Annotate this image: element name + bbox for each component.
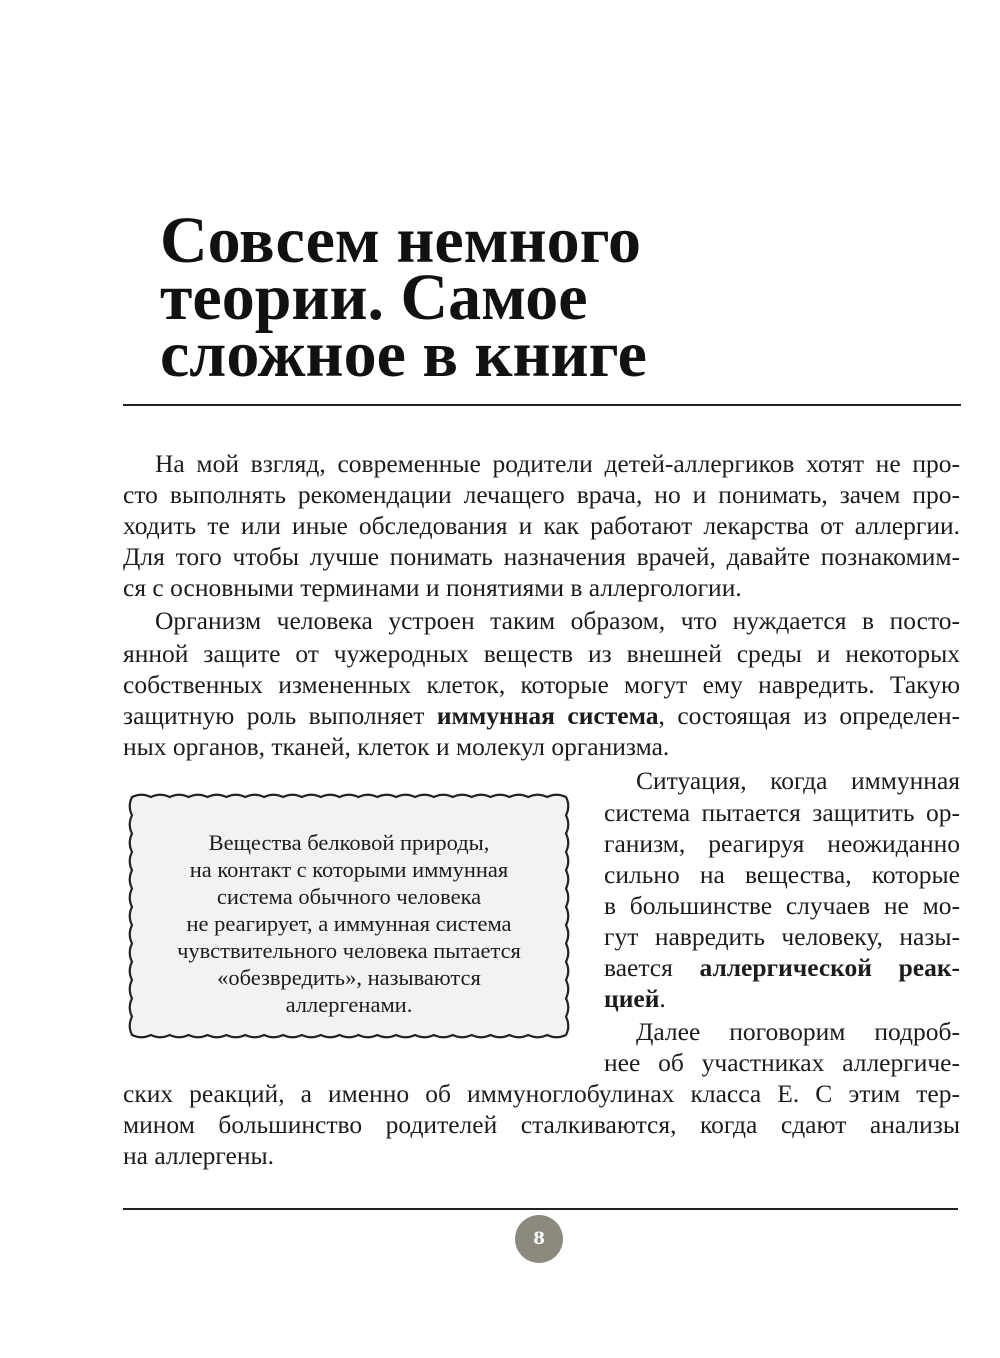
- paragraph-line: [604, 983, 666, 1014]
- callout-text: [142, 829, 556, 1018]
- paragraph-line: ских реакций, а именно об иммуноглобулинах класса Е. С этим тер-: [123, 1079, 960, 1108]
- term-immune-system: иммунная система: [436, 701, 659, 730]
- paragraph-line: на аллергены.: [123, 1141, 274, 1170]
- callout-line: «обезвредить», называются: [217, 965, 481, 990]
- title-divider: [123, 404, 961, 406]
- callout-line: Вещества белковой природы,: [208, 830, 490, 855]
- paragraph-line: На мой взгляд, современные родители детей-аллергиков хотят не про-: [155, 449, 960, 478]
- text-run: защитную роль выполняет: [123, 701, 437, 730]
- paragraph-line: Далее поговорим подроб-: [636, 1017, 960, 1046]
- term-allergic-reaction-end: цией: [604, 984, 660, 1013]
- paragraph-line: [123, 700, 960, 731]
- footer-divider: [123, 1208, 958, 1210]
- text-run: вается: [604, 953, 700, 982]
- page-number-badge: 8: [515, 1215, 563, 1263]
- paragraph-line: ных органов, тканей, клеток и молекул организма.: [123, 732, 670, 761]
- paragraph-line: янной защите от чужеродных веществ из внешней среды и некоторых: [123, 639, 960, 668]
- callout-line: система обычного человека: [216, 884, 482, 909]
- title-line: сложное в книге: [160, 318, 647, 391]
- title-line: теории. Самое: [160, 261, 588, 334]
- term-allergic-reaction: аллергической реак-: [699, 953, 961, 982]
- paragraph-line: Ситуация, когда иммунная: [636, 766, 960, 795]
- definition-callout: [126, 789, 572, 1043]
- paragraph-line: Организм человека устроен таким образом, что нуждается в посто-: [155, 606, 960, 635]
- paragraph-line: система пытается защитить ор-: [604, 798, 960, 827]
- paragraph-line: мином большинство родителей сталкиваются, когда сдают анализы: [123, 1110, 960, 1139]
- callout-line: не реагирует, а иммунная система: [186, 911, 512, 936]
- paragraph-line: сильно на вещества, которые: [604, 860, 960, 889]
- paragraph-line: ганизм, реагируя неожиданно: [604, 829, 960, 858]
- paragraph-line: ходить те или иные обследования и как работают лекарства от аллергии.: [123, 511, 960, 540]
- paragraph-line: нее об участниках аллергиче-: [604, 1048, 960, 1077]
- paragraph-line: Для того чтобы лучше понимать назначения врачей, давайте познакомим-: [123, 542, 960, 571]
- paragraph-line: [604, 952, 960, 983]
- callout-line: чувствительного человека пытается: [177, 938, 521, 963]
- callout-line: аллергенами.: [285, 992, 413, 1017]
- chapter-title: [160, 204, 960, 391]
- paragraph-line: гут навредить человеку, назы-: [604, 922, 960, 951]
- text-run: , состоящая из определен-: [658, 701, 960, 730]
- paragraph-line: сто выполнять рекомендации лечащего врача, но и понимать, зачем про-: [123, 480, 960, 509]
- paragraph-line: ся с основными терминами и понятиями в аллергологии.: [123, 573, 742, 602]
- callout-line: на контакт с которыми иммунная: [189, 857, 509, 882]
- paragraph-line: собственных измененных клеток, которые могут ему навредить. Такую: [123, 670, 960, 699]
- title-line: Совсем немного: [160, 204, 641, 277]
- paragraph-line: в большинстве случаев не мо-: [604, 891, 960, 920]
- text-run: .: [659, 984, 666, 1013]
